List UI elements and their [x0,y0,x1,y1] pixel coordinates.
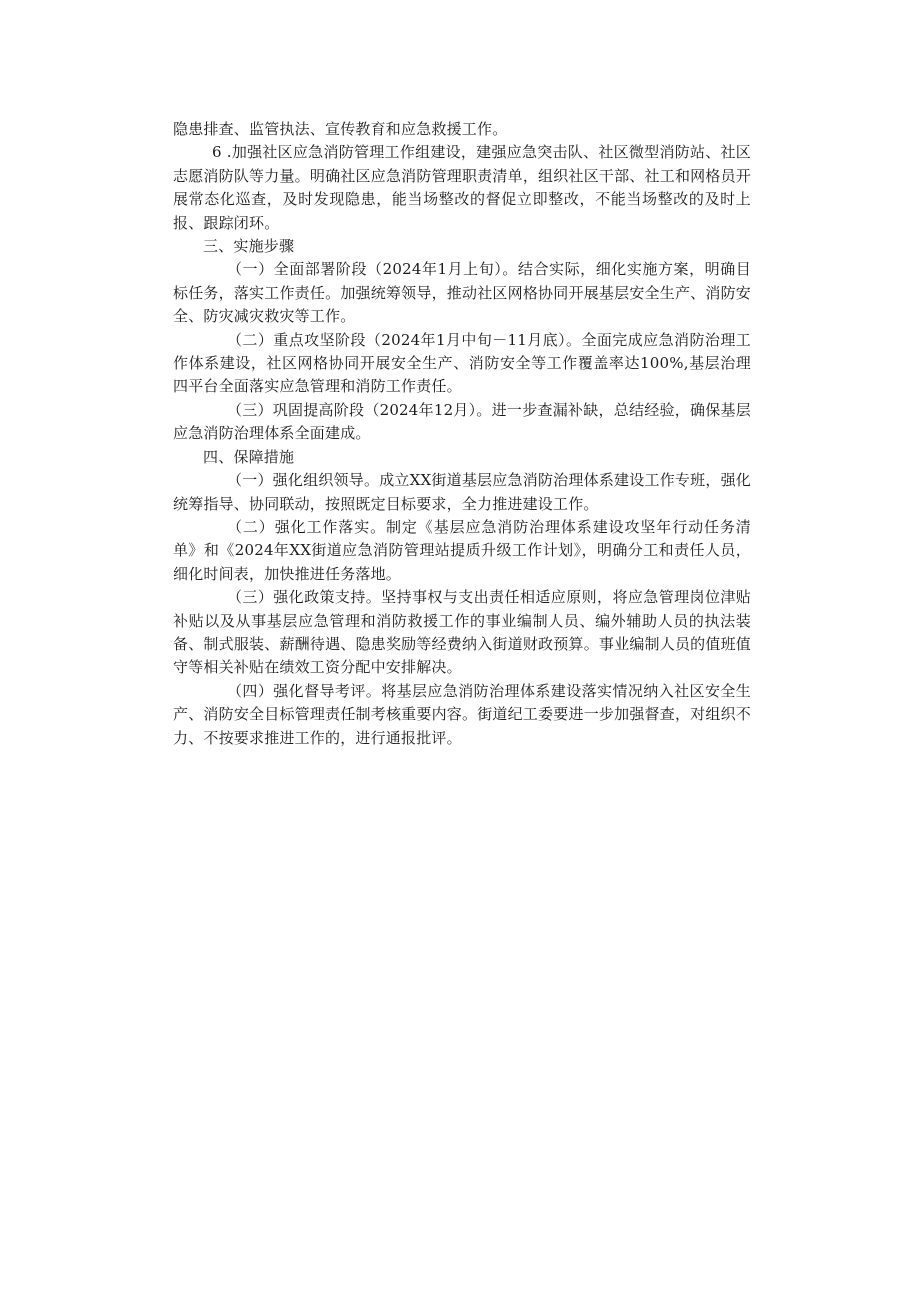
paragraph-measure-2: （二）强化工作落实。制定《基层应急消防治理体系建设攻坚年行动任务清单》和《2024年XX街道应急消防管理站提质升级工作计划》，明确分工和责任人员，细化时间表，加快推进任务落地。 [173,517,751,583]
paragraph-stage-3: （三）巩固提高阶段（2024年12月）。进一步查漏补缺，总结经验，确保基层应急消防治理体系全面建成。 [173,400,751,443]
document-body [173,118,751,750]
paragraph-measure-1: （一）强化组织领导。成立XX街道基层应急消防治理体系建设工作专班，强化统筹指导、协同联动，按照既定目标要求，全力推进建设工作。 [173,471,751,513]
paragraph-item-6: 6 .加强社区应急消防管理工作组建设，建强应急突击队、社区微型消防站、社区志愿消防队等力量。明确社区应急消防管理职责清单，组织社区干部、社工和网格员开展常态化巡查，及时发现隐患，能当场整改的督促立即整改，不能当场整改的及时上报、跟踪闭环。 [173,143,751,232]
section-heading-implementation-steps: 三、实施步骤 [203,237,295,256]
paragraph-stage-1: （一）全面部署阶段（2024年1月上旬）。结合实际，细化实施方案，明确目标任务，落实工作责任。加强统筹领导，推动社区网格协同开展基层安全生产、消防安全、防灾减灾救灾等工作。 [173,260,751,326]
section-heading-safeguard-measures: 四、保障措施 [203,447,295,466]
paragraph-measure-4: （四）强化督导考评。将基层应急消防治理体系建设落实情况纳入社区安全生产、消防安全目标管理责任制考核重要内容。街道纪工委要进一步加强督查，对组织不力、不按要求推进工作的，进行通报批评。 [173,681,751,747]
paragraph-stage-2: （二）重点攻坚阶段（2024年1月中旬－11月底）。全面完成应急消防治理工作体系建设，社区网格协同开展安全生产、消防安全等工作覆盖率达100%,基层治理四平台全面落实应急管理和消防工作责任。 [173,330,751,396]
paragraph-continuation: 隐患排查、监管执法、宣传教育和应急救援工作。 [173,120,508,138]
paragraph-measure-3: （三）强化政策支持。坚持事权与支出责任相适应原则，将应急管理岗位津贴补贴以及从事基层应急管理和消防救援工作的事业编制人员、编外辅助人员的执法装备、制式服装、薪酬待遇、隐患奖励等经费纳入街道财政预算。事业编制人员的值班值守等相关补贴在绩效工资分配中安排解决。 [173,588,751,677]
